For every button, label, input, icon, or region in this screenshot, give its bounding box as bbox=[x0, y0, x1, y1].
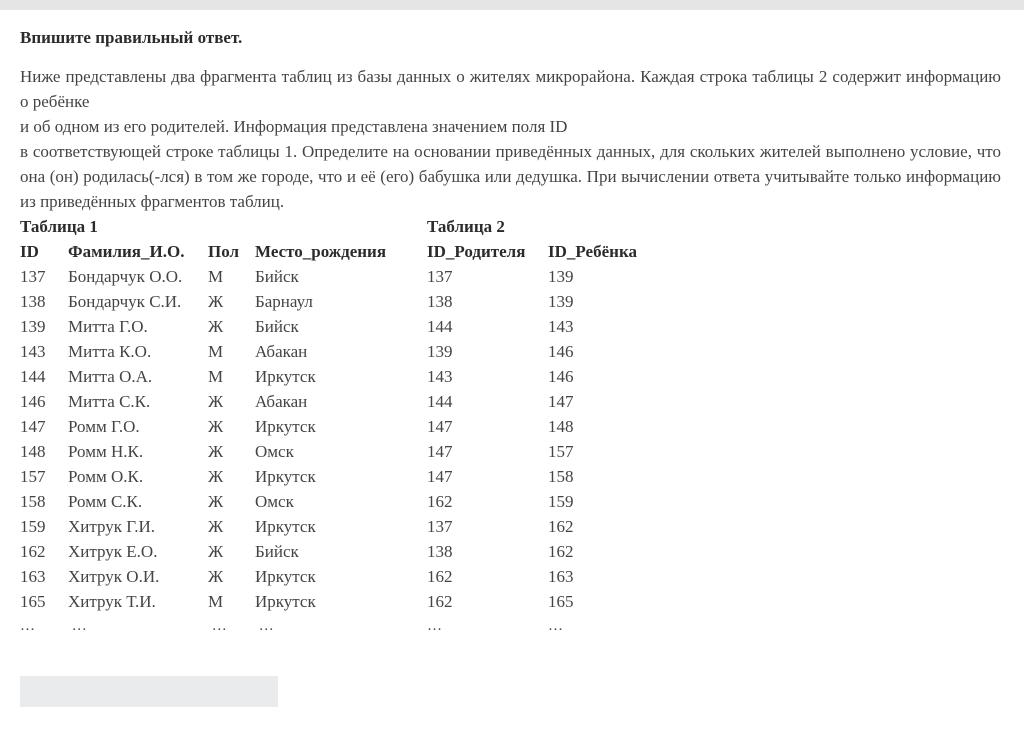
table-1-cell: Ж bbox=[208, 567, 224, 586]
table-1-header-id: ID bbox=[20, 242, 39, 261]
table-1-ellipsis-cell: … bbox=[68, 618, 87, 634]
table-2-cell: 144 bbox=[427, 392, 453, 411]
table-1-cell: Бийск bbox=[255, 542, 299, 561]
table-1-row bbox=[20, 514, 415, 539]
table-1-cell: Ж bbox=[208, 442, 224, 461]
table-1-cell: 144 bbox=[20, 367, 46, 386]
table-1-row bbox=[20, 389, 415, 414]
table-1-cell: М bbox=[208, 592, 224, 611]
table-1-cell: Иркутск bbox=[255, 467, 316, 486]
table-1-header-row bbox=[20, 239, 415, 264]
table-2-cell: 147 bbox=[427, 417, 453, 436]
table-2-row bbox=[427, 389, 668, 414]
question-paragraph-3: в соответствующей строке таблицы 1. Определите на основании приведённых данных, для скольких жителей выполнено условие, что она (он) родилась(-лся) в том же городе, что и её (его) бабушка или дедушка. При вычислении ответа учитывайте только информацию из приведённых фрагментов таблиц. bbox=[20, 142, 1001, 211]
table-2-cell: 138 bbox=[427, 542, 453, 561]
table-1-cell: М bbox=[208, 342, 224, 361]
table-1-cell: Хитрук Е.О. bbox=[68, 542, 158, 561]
table-1-row bbox=[20, 414, 415, 439]
table-1-row bbox=[20, 589, 415, 614]
table-2-row bbox=[427, 314, 668, 339]
table-1-header-name: Фамилия_И.О. bbox=[68, 242, 185, 261]
table-2-ellipsis-cell: … bbox=[548, 618, 563, 634]
table-1-row bbox=[20, 264, 415, 289]
table-1-row bbox=[20, 314, 415, 339]
table-1-cell: Ж bbox=[208, 392, 224, 411]
table-1-row bbox=[20, 489, 415, 514]
table-2-row bbox=[427, 489, 668, 514]
table-1-cell: Хитрук Т.И. bbox=[68, 592, 156, 611]
table-1-cell: Ж bbox=[208, 517, 224, 536]
table-1-cell: 138 bbox=[20, 292, 46, 311]
table-1-cell: 146 bbox=[20, 392, 46, 411]
table-1-cell: Абакан bbox=[255, 392, 308, 411]
table-1-cell: Абакан bbox=[255, 342, 308, 361]
table-1-cell: 159 bbox=[20, 517, 46, 536]
table-2-row bbox=[427, 289, 668, 314]
table-2-body bbox=[427, 264, 668, 639]
table-2-row bbox=[427, 414, 668, 439]
table-2-cell: 162 bbox=[427, 592, 453, 611]
table-2-cell: 139 bbox=[427, 342, 453, 361]
table-2-cell: 148 bbox=[548, 417, 574, 436]
table-1-row bbox=[20, 289, 415, 314]
table-1-cell: 139 bbox=[20, 317, 46, 336]
table-1-row bbox=[20, 439, 415, 464]
table-1-cell: Хитрук Г.И. bbox=[68, 517, 155, 536]
table-2-cell: 144 bbox=[427, 317, 453, 336]
table-1-cell: Бийск bbox=[255, 317, 299, 336]
table-1-cell: Ж bbox=[208, 417, 224, 436]
table-1-cell: 148 bbox=[20, 442, 46, 461]
table-1-cell: Бийск bbox=[255, 267, 299, 286]
table-2-row bbox=[427, 514, 668, 539]
table-2-row bbox=[427, 564, 668, 589]
table-1-cell: Иркутск bbox=[255, 567, 316, 586]
table-2 bbox=[427, 214, 668, 639]
table-2-row bbox=[427, 439, 668, 464]
table-2-cell: 162 bbox=[427, 492, 453, 511]
table-1-cell: Ж bbox=[208, 542, 224, 561]
question-paragraph-2: и об одном из его родителей. Информация представлена значением поля ID bbox=[20, 117, 568, 136]
table-2-cell: 139 bbox=[548, 267, 574, 286]
table-2-cell: 158 bbox=[548, 467, 574, 486]
table-1-cell: 137 bbox=[20, 267, 46, 286]
top-bar bbox=[0, 0, 1024, 10]
question-text bbox=[20, 64, 1001, 639]
table-1-cell: Митта Г.О. bbox=[68, 317, 148, 336]
table-1-cell: Барнаул bbox=[255, 292, 313, 311]
table-2-row bbox=[427, 539, 668, 564]
question-paragraph-1: Ниже представлены два фрагмента таблиц из базы данных о жителях микрорайона. Каждая строка таблицы 2 содержит информацию о ребёнке bbox=[20, 67, 1001, 111]
table-1-ellipsis-cell: … bbox=[208, 618, 227, 634]
table-1-header-sex: Пол bbox=[208, 242, 240, 261]
table-2-cell: 146 bbox=[548, 367, 574, 386]
table-1-cell: 143 bbox=[20, 342, 46, 361]
table-1-cell: 157 bbox=[20, 467, 46, 486]
table-1-cell: Ж bbox=[208, 492, 224, 511]
table-1-ellipsis-row bbox=[20, 614, 415, 639]
table-1-cell: Иркутск bbox=[255, 592, 316, 611]
table-2-cell: 143 bbox=[548, 317, 574, 336]
table-1-cell: 165 bbox=[20, 592, 46, 611]
table-1-cell: Бондарчук С.И. bbox=[68, 292, 182, 311]
table-2-cell: 139 bbox=[548, 292, 574, 311]
table-1-cell: 163 bbox=[20, 567, 46, 586]
table-1-header-birthplace: Место_рождения bbox=[255, 242, 387, 261]
table-2-cell: 159 bbox=[548, 492, 574, 511]
table-2-cell: 143 bbox=[427, 367, 453, 386]
table-2-header-child-id: ID_Ребёнка bbox=[548, 242, 637, 261]
table-2-row bbox=[427, 264, 668, 289]
table-1-cell: Митта С.К. bbox=[68, 392, 151, 411]
table-2-cell: 163 bbox=[548, 567, 574, 586]
table-2-cell: 146 bbox=[548, 342, 574, 361]
table-1-cell: Ж bbox=[208, 467, 224, 486]
table-1-cell: Иркутск bbox=[255, 417, 316, 436]
answer-input[interactable] bbox=[20, 676, 278, 707]
table-1-caption: Таблица 1 bbox=[20, 217, 98, 236]
table-1-row bbox=[20, 464, 415, 489]
table-1-cell: Бондарчук О.О. bbox=[68, 267, 183, 286]
table-1-row bbox=[20, 364, 415, 389]
table-1-ellipsis-cell: … bbox=[20, 618, 35, 634]
table-1-cell: М bbox=[208, 267, 224, 286]
table-2-cell: 162 bbox=[548, 542, 574, 561]
table-1-row bbox=[20, 339, 415, 364]
question-content bbox=[20, 26, 1001, 639]
table-1 bbox=[20, 214, 415, 639]
table-2-cell: 138 bbox=[427, 292, 453, 311]
table-2-ellipsis-row bbox=[427, 614, 668, 639]
table-2-cell: 147 bbox=[427, 442, 453, 461]
table-1-ellipsis-cell: … bbox=[255, 618, 274, 634]
table-1-cell: Ромм Г.О. bbox=[68, 417, 140, 436]
question-instruction: Впишите правильный ответ. bbox=[20, 28, 243, 47]
table-1-cell: Митта О.А. bbox=[68, 367, 153, 386]
table-1-cell: М bbox=[208, 367, 224, 386]
table-2-row bbox=[427, 339, 668, 364]
table-1-cell: 147 bbox=[20, 417, 46, 436]
table-2-header-parent-id: ID_Родителя bbox=[427, 242, 526, 261]
table-1-cell: Омск bbox=[255, 442, 294, 461]
table-1-cell: Ж bbox=[208, 317, 224, 336]
table-1-cell: Хитрук О.И. bbox=[68, 567, 160, 586]
table-2-cell: 147 bbox=[427, 467, 453, 486]
table-2-cell: 157 bbox=[548, 442, 574, 461]
table-1-cell: Ж bbox=[208, 292, 224, 311]
table-1-cell: Иркутск bbox=[255, 367, 316, 386]
table-1-cell: Ромм О.К. bbox=[68, 467, 144, 486]
table-2-cell: 137 bbox=[427, 517, 453, 536]
table-1-row bbox=[20, 564, 415, 589]
table-2-cell: 137 bbox=[427, 267, 453, 286]
table-1-row bbox=[20, 539, 415, 564]
table-2-row bbox=[427, 364, 668, 389]
table-1-cell: Митта К.О. bbox=[68, 342, 152, 361]
table-1-cell: 162 bbox=[20, 542, 46, 561]
tables-area bbox=[20, 214, 1001, 639]
table-2-cell: 162 bbox=[427, 567, 453, 586]
table-1-cell: Иркутск bbox=[255, 517, 316, 536]
table-2-ellipsis-cell: … bbox=[427, 618, 442, 634]
table-2-cell: 147 bbox=[548, 392, 574, 411]
table-2-cell: 165 bbox=[548, 592, 574, 611]
table-2-row bbox=[427, 464, 668, 489]
table-1-cell: Ромм С.К. bbox=[68, 492, 143, 511]
table-2-row bbox=[427, 589, 668, 614]
table-1-cell: Омск bbox=[255, 492, 294, 511]
table-2-header-row bbox=[427, 239, 668, 264]
table-1-body bbox=[20, 264, 415, 639]
table-2-caption: Таблица 2 bbox=[427, 217, 505, 236]
table-1-cell: Ромм Н.К. bbox=[68, 442, 144, 461]
table-1-cell: 158 bbox=[20, 492, 46, 511]
table-2-cell: 162 bbox=[548, 517, 574, 536]
